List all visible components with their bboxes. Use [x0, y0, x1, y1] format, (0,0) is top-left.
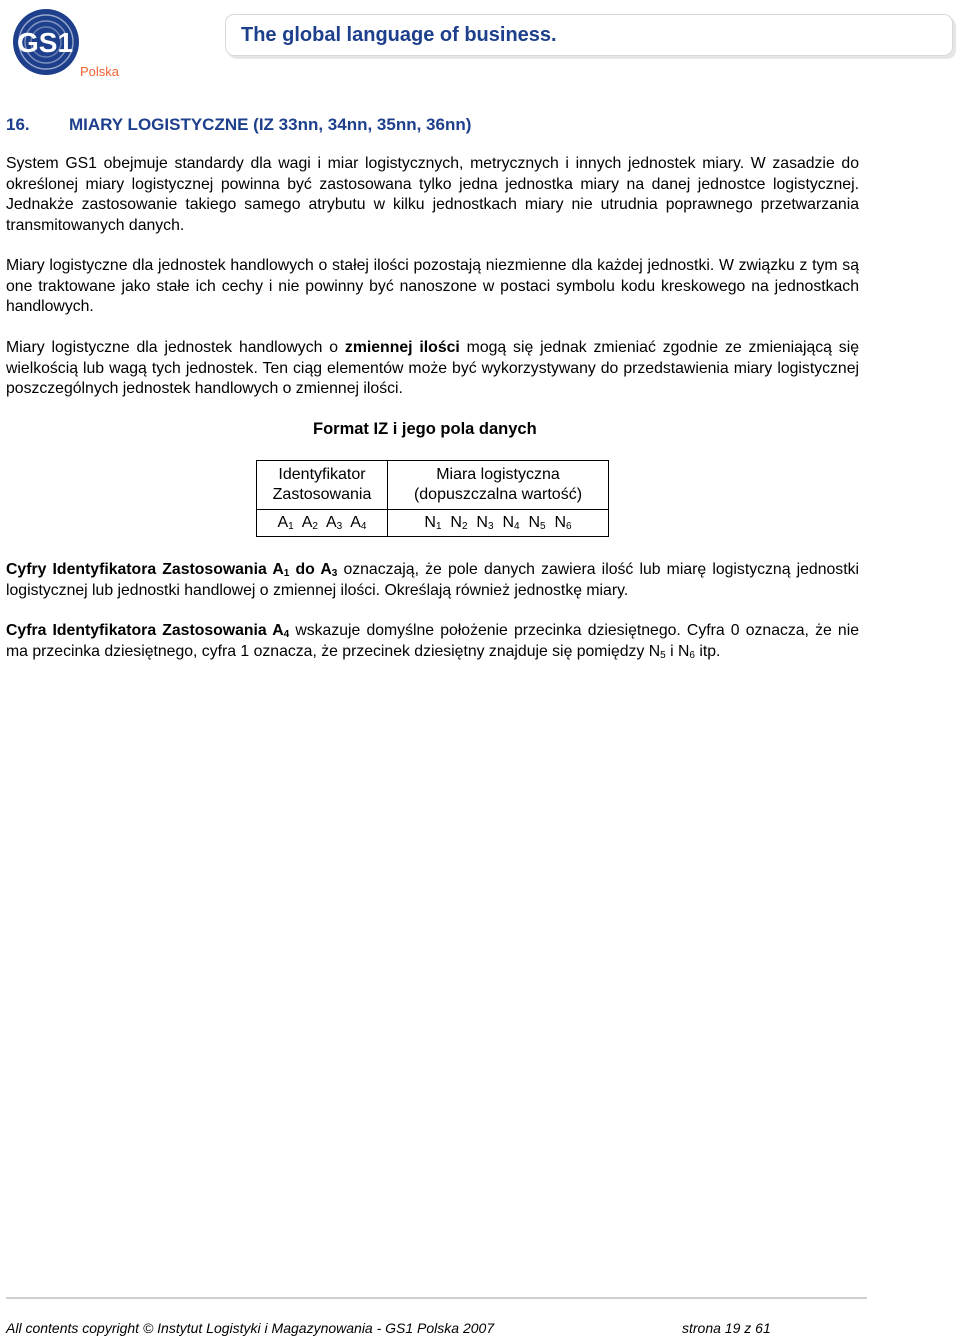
section-title: MIARY LOGISTYCZNE (IZ 33nn, 34nn, 35nn, 36nn) — [69, 115, 472, 134]
data-digit-1: $N_1$ — [424, 514, 442, 532]
data-digits-cell — [388, 510, 609, 537]
logo-subtitle: Polska — [80, 64, 120, 79]
format-title: Format IZ i jego pola danych — [313, 420, 537, 438]
data-digit-3: $N_3$ — [476, 514, 494, 532]
data-digit-4: $N_4$ — [502, 514, 520, 532]
paragraph-variable-quantity: Miary logistyczne dla jednostek handlowych o zmiennej ilości mogą się jednak zmieniać zgodnie ze zmieniającą się wielkością lub wagą tych jednostek. Ten ciąg elementów może być wykorzystywany do przedstawienia miary logistycznej poszczególnych jednostek handlowych o zmiennej ilości. — [6, 339, 859, 397]
banner-tagline: The global language of business. — [241, 24, 557, 46]
data-digit-2: $N_2$ — [450, 514, 468, 532]
paragraph-decimal-point: Cyfra Identyfikatora Zastosowania $A_4$ wskazuje domyślne położenie przecinka dziesiętnego. Cyfra 0 oznacza, że nie ma przecinka dziesiętnego, cyfra 1 oznacza, że przecinek dziesiętny znajduje się pomiędzy $N_5$ i $N_6$ itp. — [6, 622, 859, 661]
column-header-identifier: Identyfikator Zastosowania — [257, 461, 388, 510]
ai-digit-1: $A_1$ — [277, 514, 294, 532]
ai-digit-2: $A_2$ — [301, 514, 318, 532]
ai-format-table — [256, 460, 609, 537]
section-number: 16. — [6, 115, 30, 134]
data-digit-5: $N_5$ — [528, 514, 546, 532]
ai-digit-4: $A_4$ — [350, 514, 367, 532]
paragraph-fixed-quantity: Miary logistyczne dla jednostek handlowych o stałej ilości pozostają niezmienne dla każdej jednostki. W związku z tym są one traktowane jako stałe ich cechy i nie powinny być nanoszone w postaci symbolu kodu kreskowego na jednostkach handlowych. — [6, 257, 859, 315]
ai-digits-cell — [257, 510, 388, 537]
header-banner — [225, 14, 953, 56]
column-header-measure: Miara logistyczna (dopuszczalna wartość) — [388, 461, 609, 510]
paragraph-intro: System GS1 obejmuje standardy dla wagi i miar logistycznych, metrycznych i innych jednostek miary. W zasadzie do określonej miary logistycznej powinna być zastosowana tylko jedna jednostka miary na danej jednostce logistycznej. Jednakże zastosowanie takiego samego atrybutu w kilku jednostkach miary nie utrudnia poprawnego przetwarzania transmitowanych danych. — [6, 155, 859, 234]
paragraph-ai-digits: Cyfry Identyfikatora Zastosowania $A_1$ do $A_3$ oznaczają, że pole danych zawiera ilość lub miarę logistyczną jednostki logistycznej lub jednostki handlowej o zmiennej ilości. Określają również jednostkę miary. — [6, 561, 859, 599]
footer-page-number: strona 19 z 61 — [682, 1320, 771, 1336]
gs1-logo-mark-icon — [13, 9, 79, 75]
ai-digit-3: $A_3$ — [326, 514, 343, 532]
gs1-polska-logo — [6, 4, 124, 84]
data-digit-6: $N_6$ — [554, 514, 572, 532]
footer-copyright: All contents copyright © Instytut Logistyki i Magazynowania - GS1 Polska 2007 — [6, 1320, 495, 1336]
svg-text:GS1: GS1 — [16, 27, 74, 58]
section-heading — [6, 115, 471, 135]
footer-divider — [6, 1297, 867, 1299]
